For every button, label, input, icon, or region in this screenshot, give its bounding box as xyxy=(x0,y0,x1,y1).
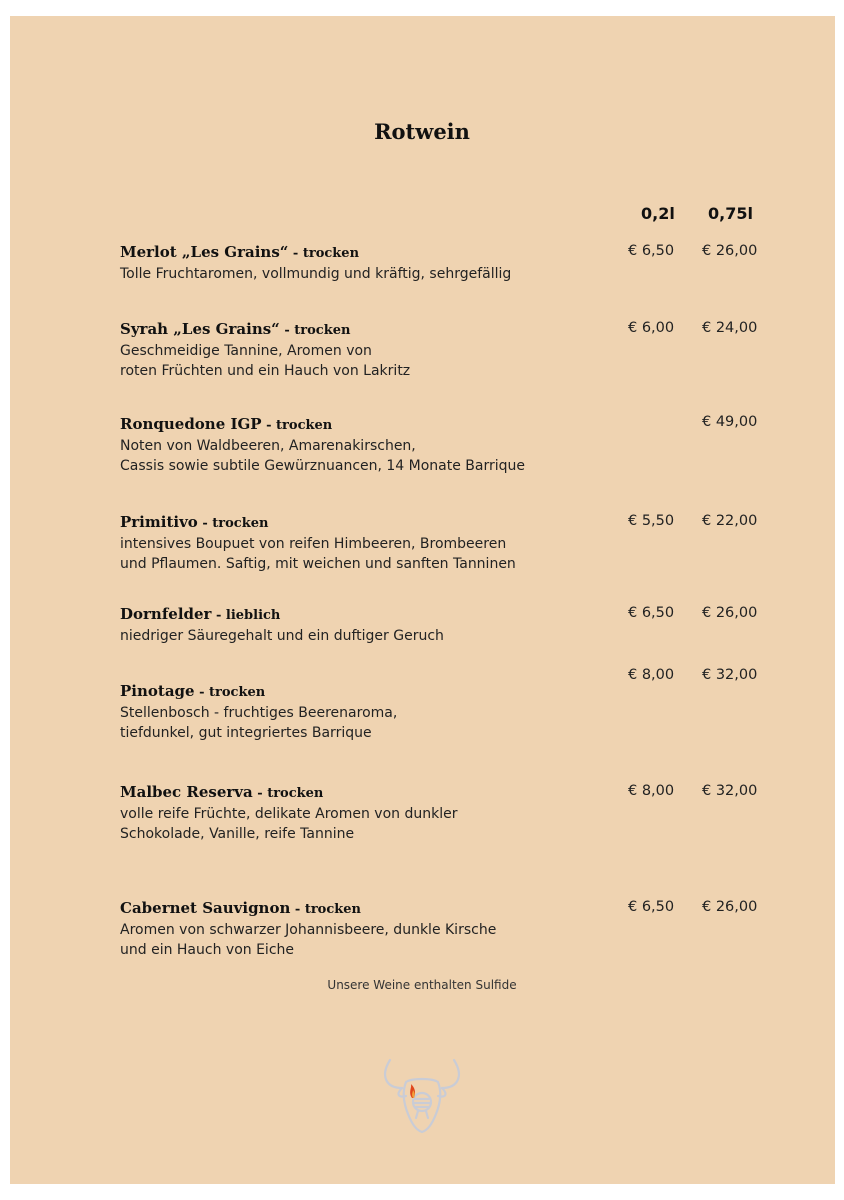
price-large: € 24,00 xyxy=(702,320,758,336)
wine-description: niedriger Säuregehalt und ein duftiger Geruch xyxy=(120,628,444,644)
wine-separator: - xyxy=(197,516,213,531)
wine-title xyxy=(120,414,620,436)
price-large: € 26,00 xyxy=(702,605,758,621)
column-header-large: 0,75l xyxy=(708,204,753,223)
price-large: € 49,00 xyxy=(702,414,758,430)
wine-separator: - xyxy=(252,786,268,801)
wine-item xyxy=(120,242,620,284)
wine-style: trocken xyxy=(304,902,361,917)
wine-name: Pinotage xyxy=(120,682,195,700)
wine-description: Stellenbosch - fruchtiges Beerenaroma, tiefdunkel, gut integriertes Barrique xyxy=(120,705,398,741)
sulfite-footnote: Unsere Weine enthalten Sulfide xyxy=(327,978,517,992)
price-small: € 6,00 xyxy=(628,320,675,336)
price-large: € 32,00 xyxy=(702,783,758,799)
wine-style: trocken xyxy=(209,685,266,700)
wine-separator: - xyxy=(288,246,303,261)
price-large: € 32,00 xyxy=(702,667,758,683)
wine-separator: - xyxy=(194,685,210,700)
wine-style: trocken xyxy=(294,323,351,338)
wine-title xyxy=(120,319,620,341)
wine-title xyxy=(120,604,620,626)
wine-title xyxy=(120,898,620,920)
wine-name: Ronquedone IGP xyxy=(120,415,262,433)
wine-name: Primitivo xyxy=(120,513,198,531)
price-small: € 6,50 xyxy=(628,899,675,915)
wine-style: trocken xyxy=(212,516,269,531)
price-small: € 6,50 xyxy=(628,243,675,259)
wine-title xyxy=(120,242,620,264)
wine-separator: - xyxy=(279,323,295,338)
wine-item xyxy=(120,319,620,381)
wine-description: Tolle Fruchtaromen, vollmundig und kräftig, sehrgefällig xyxy=(120,266,512,282)
wine-description: Aromen von schwarzer Johannisbeere, dunkle Kirsche und ein Hauch von Eiche xyxy=(120,922,497,958)
wine-name: Merlot „Les Grains“ xyxy=(120,243,289,261)
wine-title xyxy=(120,681,620,703)
price-large: € 26,00 xyxy=(702,243,758,259)
page-title: Rotwein xyxy=(374,119,470,144)
wine-style: lieblich xyxy=(225,608,281,623)
wine-name: Syrah „Les Grains“ xyxy=(120,320,280,338)
wine-item xyxy=(120,512,620,574)
wine-item xyxy=(120,414,620,476)
price-large: € 26,00 xyxy=(702,899,758,915)
wine-style: trocken xyxy=(267,786,324,801)
price-large: € 22,00 xyxy=(702,513,758,529)
wine-name: Cabernet Sauvignon xyxy=(120,899,291,917)
wine-separator: - xyxy=(290,902,305,917)
price-small: € 5,50 xyxy=(628,513,675,529)
wine-description: intensives Boupuet von reifen Himbeeren, Brombeeren und Pflaumen. Saftig, mit weichen und sanften Tanninen xyxy=(120,536,516,572)
wine-item xyxy=(120,898,620,960)
wine-item xyxy=(120,681,620,743)
wine-separator: - xyxy=(261,418,277,433)
wine-item xyxy=(120,604,620,646)
price-small: € 8,00 xyxy=(628,667,675,683)
price-small: € 8,00 xyxy=(628,783,675,799)
wine-description: Geschmeidige Tannine, Aromen von roten Früchten und ein Hauch von Lakritz xyxy=(120,343,411,379)
bull-head-grill-icon xyxy=(378,1052,466,1136)
wine-title xyxy=(120,512,620,534)
menu-page xyxy=(10,16,835,1184)
wine-style: trocken xyxy=(276,418,333,433)
column-header-small: 0,2l xyxy=(641,204,675,223)
wine-title xyxy=(120,782,620,804)
price-small: € 6,50 xyxy=(628,605,675,621)
wine-description: Noten von Waldbeeren, Amarenakirschen, Cassis sowie subtile Gewürznuancen, 14 Monate Barrique xyxy=(120,438,526,474)
wine-separator: - xyxy=(211,608,226,623)
wine-style: trocken xyxy=(302,246,360,261)
wine-name: Malbec Reserva xyxy=(120,783,253,801)
wine-item xyxy=(120,782,620,844)
wine-description: volle reife Früchte, delikate Aromen von dunkler Schokolade, Vanille, reife Tannine xyxy=(120,806,458,842)
wine-name: Dornfelder xyxy=(120,605,212,623)
